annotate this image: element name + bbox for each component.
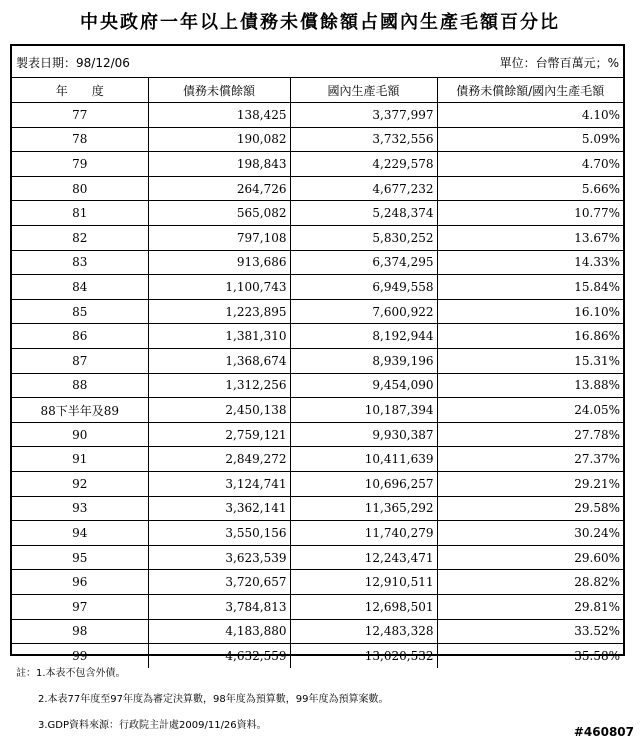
cell-debt: 1,223,895: [148, 299, 290, 324]
table-row: [12, 176, 623, 201]
cell-year: 94: [12, 521, 148, 546]
table-row: [12, 349, 623, 374]
cell-gdp: 8,939,196: [290, 349, 437, 374]
cell-debt: 4,632,559: [148, 644, 290, 669]
watermark-id: #460807: [573, 725, 634, 739]
cell-ratio: 28.82%: [437, 570, 623, 595]
cell-gdp: 9,454,090: [290, 373, 437, 398]
table-row: [12, 201, 623, 226]
table-row: [12, 398, 623, 423]
col-header-ratio: 債務未償餘額/國內生產毛額: [437, 78, 623, 103]
cell-year: 81: [12, 201, 148, 226]
cell-ratio: 10.77%: [437, 201, 623, 226]
cell-debt: 264,726: [148, 176, 290, 201]
cell-gdp: 11,740,279: [290, 521, 437, 546]
table-row: [12, 496, 623, 521]
cell-ratio: 29.21%: [437, 472, 623, 497]
cell-debt: 3,623,539: [148, 545, 290, 570]
cell-debt: 190,082: [148, 127, 290, 152]
table-row: [12, 127, 623, 152]
cell-ratio: 15.84%: [437, 275, 623, 300]
cell-ratio: 29.60%: [437, 545, 623, 570]
cell-ratio: 27.37%: [437, 447, 623, 472]
table-body: [12, 103, 623, 669]
table-row: [12, 324, 623, 349]
cell-ratio: 29.58%: [437, 496, 623, 521]
cell-gdp: 12,698,501: [290, 594, 437, 619]
cell-debt: 3,784,813: [148, 594, 290, 619]
debt-table: [12, 78, 623, 668]
cell-ratio: 35.58%: [437, 644, 623, 669]
cell-year: 82: [12, 226, 148, 251]
table-row: [12, 594, 623, 619]
cell-year: 86: [12, 324, 148, 349]
table-row: [12, 299, 623, 324]
cell-gdp: 12,910,511: [290, 570, 437, 595]
table-row: [12, 226, 623, 251]
cell-gdp: 13,020,532: [290, 644, 437, 669]
cell-ratio: 5.09%: [437, 127, 623, 152]
cell-ratio: 27.78%: [437, 422, 623, 447]
cell-debt: 565,082: [148, 201, 290, 226]
table-row: [12, 447, 623, 472]
date-label: 製表日期：98/12/06: [16, 56, 130, 70]
cell-ratio: 16.86%: [437, 324, 623, 349]
table-row: [12, 619, 623, 644]
cell-debt: 2,759,121: [148, 422, 290, 447]
cell-gdp: 10,696,257: [290, 472, 437, 497]
cell-gdp: 5,830,252: [290, 226, 437, 251]
cell-gdp: 4,229,578: [290, 152, 437, 177]
note-1: 註：1.本表不包含外債。: [16, 668, 126, 679]
cell-debt: 3,550,156: [148, 521, 290, 546]
table-row: [12, 103, 623, 128]
cell-year: 96: [12, 570, 148, 595]
header-row: [12, 78, 623, 103]
table-row: [12, 545, 623, 570]
cell-gdp: 9,930,387: [290, 422, 437, 447]
cell-ratio: 14.33%: [437, 250, 623, 275]
cell-year: 84: [12, 275, 148, 300]
cell-year: 93: [12, 496, 148, 521]
table-meta-row: [12, 46, 623, 78]
cell-gdp: 3,732,556: [290, 127, 437, 152]
col-header-gdp: 國內生產毛額: [290, 78, 437, 103]
cell-debt: 3,362,141: [148, 496, 290, 521]
cell-year: 95: [12, 545, 148, 570]
cell-gdp: 12,483,328: [290, 619, 437, 644]
table-row: [12, 152, 623, 177]
cell-year: 99: [12, 644, 148, 669]
cell-ratio: 5.66%: [437, 176, 623, 201]
cell-year: 91: [12, 447, 148, 472]
cell-year: 92: [12, 472, 148, 497]
col-header-debt: 債務未償餘額: [148, 78, 290, 103]
cell-year: 83: [12, 250, 148, 275]
cell-gdp: 6,374,295: [290, 250, 437, 275]
cell-ratio: 4.70%: [437, 152, 623, 177]
cell-year: 78: [12, 127, 148, 152]
cell-year: 85: [12, 299, 148, 324]
debt-table-frame: [10, 44, 625, 664]
cell-debt: 1,100,743: [148, 275, 290, 300]
table-row: [12, 373, 623, 398]
cell-debt: 4,183,880: [148, 619, 290, 644]
cell-ratio: 29.81%: [437, 594, 623, 619]
page-title: 中央政府一年以上債務未償餘額占國內生產毛額百分比: [80, 12, 560, 33]
table-row: [12, 422, 623, 447]
cell-debt: 2,849,272: [148, 447, 290, 472]
cell-debt: 1,381,310: [148, 324, 290, 349]
cell-year: 79: [12, 152, 148, 177]
cell-ratio: 30.24%: [437, 521, 623, 546]
cell-gdp: 6,949,558: [290, 275, 437, 300]
cell-gdp: 7,600,922: [290, 299, 437, 324]
cell-year: 87: [12, 349, 148, 374]
cell-gdp: 10,187,394: [290, 398, 437, 423]
table-row: [12, 275, 623, 300]
cell-year: 90: [12, 422, 148, 447]
cell-debt: 1,368,674: [148, 349, 290, 374]
note-2: 2.本表77年度至97年度為審定決算數，98年度為預算數，99年度為預算案數。: [38, 694, 389, 705]
cell-gdp: 11,365,292: [290, 496, 437, 521]
cell-year: 97: [12, 594, 148, 619]
cell-debt: 797,108: [148, 226, 290, 251]
cell-debt: 1,312,256: [148, 373, 290, 398]
cell-year: 80: [12, 176, 148, 201]
cell-debt: 3,124,741: [148, 472, 290, 497]
cell-ratio: 13.67%: [437, 226, 623, 251]
cell-gdp: 3,377,997: [290, 103, 437, 128]
cell-gdp: 4,677,232: [290, 176, 437, 201]
cell-ratio: 15.31%: [437, 349, 623, 374]
cell-gdp: 12,243,471: [290, 545, 437, 570]
cell-ratio: 13.88%: [437, 373, 623, 398]
table-row: [12, 570, 623, 595]
cell-year: 88下半年及89: [12, 398, 148, 423]
cell-ratio: 24.05%: [437, 398, 623, 423]
cell-debt: 913,686: [148, 250, 290, 275]
cell-debt: 3,720,657: [148, 570, 290, 595]
cell-year: 98: [12, 619, 148, 644]
cell-ratio: 4.10%: [437, 103, 623, 128]
unit-label: 單位：台幣百萬元；%: [499, 56, 619, 70]
table-row: [12, 521, 623, 546]
cell-gdp: 10,411,639: [290, 447, 437, 472]
table-row: [12, 472, 623, 497]
cell-ratio: 33.52%: [437, 619, 623, 644]
table-row: [12, 250, 623, 275]
cell-gdp: 8,192,944: [290, 324, 437, 349]
cell-debt: 2,450,138: [148, 398, 290, 423]
cell-year: 77: [12, 103, 148, 128]
cell-gdp: 5,248,374: [290, 201, 437, 226]
cell-year: 88: [12, 373, 148, 398]
note-3: 3.GDP資料來源：行政院主計處2009/11/26資料。: [38, 720, 267, 731]
cell-ratio: 16.10%: [437, 299, 623, 324]
cell-debt: 138,425: [148, 103, 290, 128]
col-header-year: 年 度: [12, 78, 148, 103]
cell-debt: 198,843: [148, 152, 290, 177]
